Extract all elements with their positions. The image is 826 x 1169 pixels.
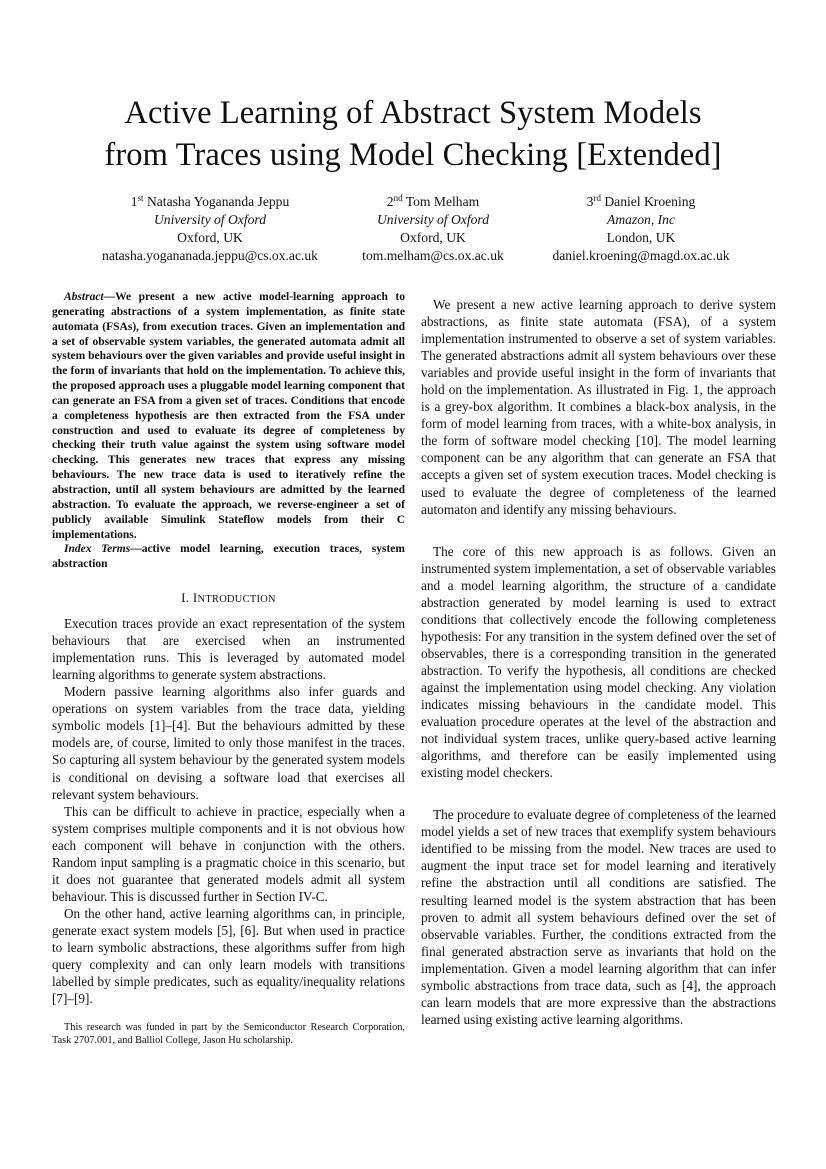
paragraph: This can be difficult to achieve in practice, especially when a system comprises multiple components and it is not obvious how each component will behave in conjunction with the others. Random input sampling is a pragmatic choice in this scenario, but it does not guarantee that generated models admit all system behaviour. This is discussed further in Section IV-C. [52,803,405,904]
author-block-2 [352,193,514,265]
paper-title [40,92,786,176]
author-name: 3rd Daniel Kroening [586,193,696,209]
author-location: Oxford, UK [400,230,466,245]
paragraph: Modern passive learning algorithms also infer guards and operations on system variables from the trace data, yielding symbolic models [1]–[4]. But the behaviours admitted by these models are, of course, limited to only those manifest in the traces. So capturing all system behaviour by the generated system models is conditional on devising a software load that exercises all relevant system behaviours. [52,684,405,802]
paragraph: We present a new active learning approach to derive system abstractions, as finite state automata (FSA), of a system implementation instrumented to observe a set of system variables. The generated abstractions admit all system behaviours over these variables and provide useful insight in the form of invariants that hold on the implementation. As illustrated in Fig. 1, the approach is a grey-box algorithm. It combines a black-box analysis, in the form of model learning from traces, with a white-box analysis, in the form of software model checking [10]. The model learning component can be any algorithm that can generate an FSA that accepts a given set of system execution traces. Model checking is used to evaluate the degree of completeness of the learned automaton and identify any missing behaviours. [421,297,776,517]
index-terms-label: Index Terms [64,543,131,556]
author-block-3 [532,193,750,265]
paragraph: On the other hand, active learning algorithms can, in principle, generate exact system models [5], [6]. But when used in practice to learn symbolic abstractions, these algorithms suffer from high query complexity and can only learn models with transitions labelled by simple predicates, such as equality/inequality relations [7]–[9]. [52,905,405,1007]
author-affiliation: University of Oxford [376,212,489,227]
index-terms [52,542,405,572]
paragraph: Execution traces provide an exact representation of the system behaviours that are exercised when an instrumented implementation runs. This is leveraged by automated model learning algorithms to generate system abstractions. [52,616,405,683]
author-email: natasha.yogananada.jeppu@cs.ox.ac.uk [102,248,318,263]
right-column [421,296,776,1053]
index-terms-text: —active model learning, execution traces, system abstraction [52,543,405,571]
author-location: London, UK [606,230,676,245]
footnote: This research was funded in part by the Semiconductor Research Corporation, Task 2707.001, and Balliol College, Jason Hu scholarship. [52,1022,405,1047]
author-name: 1st Natasha Yogananda Jeppu [130,193,290,209]
author-affiliation: University of Oxford [153,212,266,227]
abstract-text: —We present a new active model-learning approach to generating abstractions of a system implementation, as finite state automata (FSAs), from execution traces. Given an implementation and a set of observable system variables, the generated automata admit all system behaviours over the given variables and provide useful insight in the form of invariants that hold on the implementation. To achieve this, the proposed approach uses a pluggable model learning component that can generate an FSA from a given set of traces. Conditions that encode a completeness hypothesis are then extracted from the FSA under construction and used to evaluate its degree of completeness by checking their truth value against the system using software model checking. This generates new traces that express any missing behaviours. The new trace data is used to iteratively refine the abstraction, until all system behaviours are admitted by the learned abstraction. To evaluate the approach, we reverse-engineer a set of publicly available Simulink Stateflow models from their C implementations. [52,291,405,541]
author-email: tom.melham@cs.ox.ac.uk [362,248,504,263]
author-email: daniel.kroening@magd.ox.ac.uk [552,248,730,263]
section-heading-introduction: I. INTRODUCTION [181,590,276,606]
author-block-1 [80,193,340,265]
author-affiliation: Amazon, Inc [607,212,675,227]
title-line-2: from Traces using Model Checking [Extended] [104,137,722,173]
left-column [52,290,405,1047]
author-name: 2nd Tom Melham [386,193,480,209]
paragraph: The core of this new approach is as follows. Given an instrumented system implementation, a set of observable variables and a model learning algorithm, the structure of a candidate abstraction generated by model learning is used to extract conditions that collectively encode the following completeness hypothesis: For any transition in the system defined over the set of observables, there is a corresponding transition in the generated abstraction. To verify the hypothesis, all conditions are checked against the implementation using model checking. Any violation indicates missing behaviours in the candidate model. This evaluation procedure operates at the level of the abstraction and not individual system traces, unlike query-based active learning algorithms, and therefore can be easily implemented using existing model checkers. [421,543,776,781]
abstract [52,290,405,542]
paragraph: The procedure to evaluate degree of completeness of the learned model yields a set of new traces that exemplify system behaviours identified to be missing from the model. New traces are used to augment the input trace set for model learning and iteratively refine the abstraction until all conditions are satisfied. The resulting learned model is the system abstraction that has been proven to admit all system behaviours defined over the set of observable variables. Further, the conditions extracted from the final generated abstraction serve as invariants that hold on the implementation. Given a model learning algorithm that can infer symbolic abstractions from trace data, such as [4], the approach can learn models that are more expressive than the abstractions learned using existing active learning algorithms. [421,807,776,1027]
author-location: Oxford, UK [177,230,243,245]
title-line-1: Active Learning of Abstract System Models [124,95,702,131]
abstract-label: Abstract [64,291,104,303]
